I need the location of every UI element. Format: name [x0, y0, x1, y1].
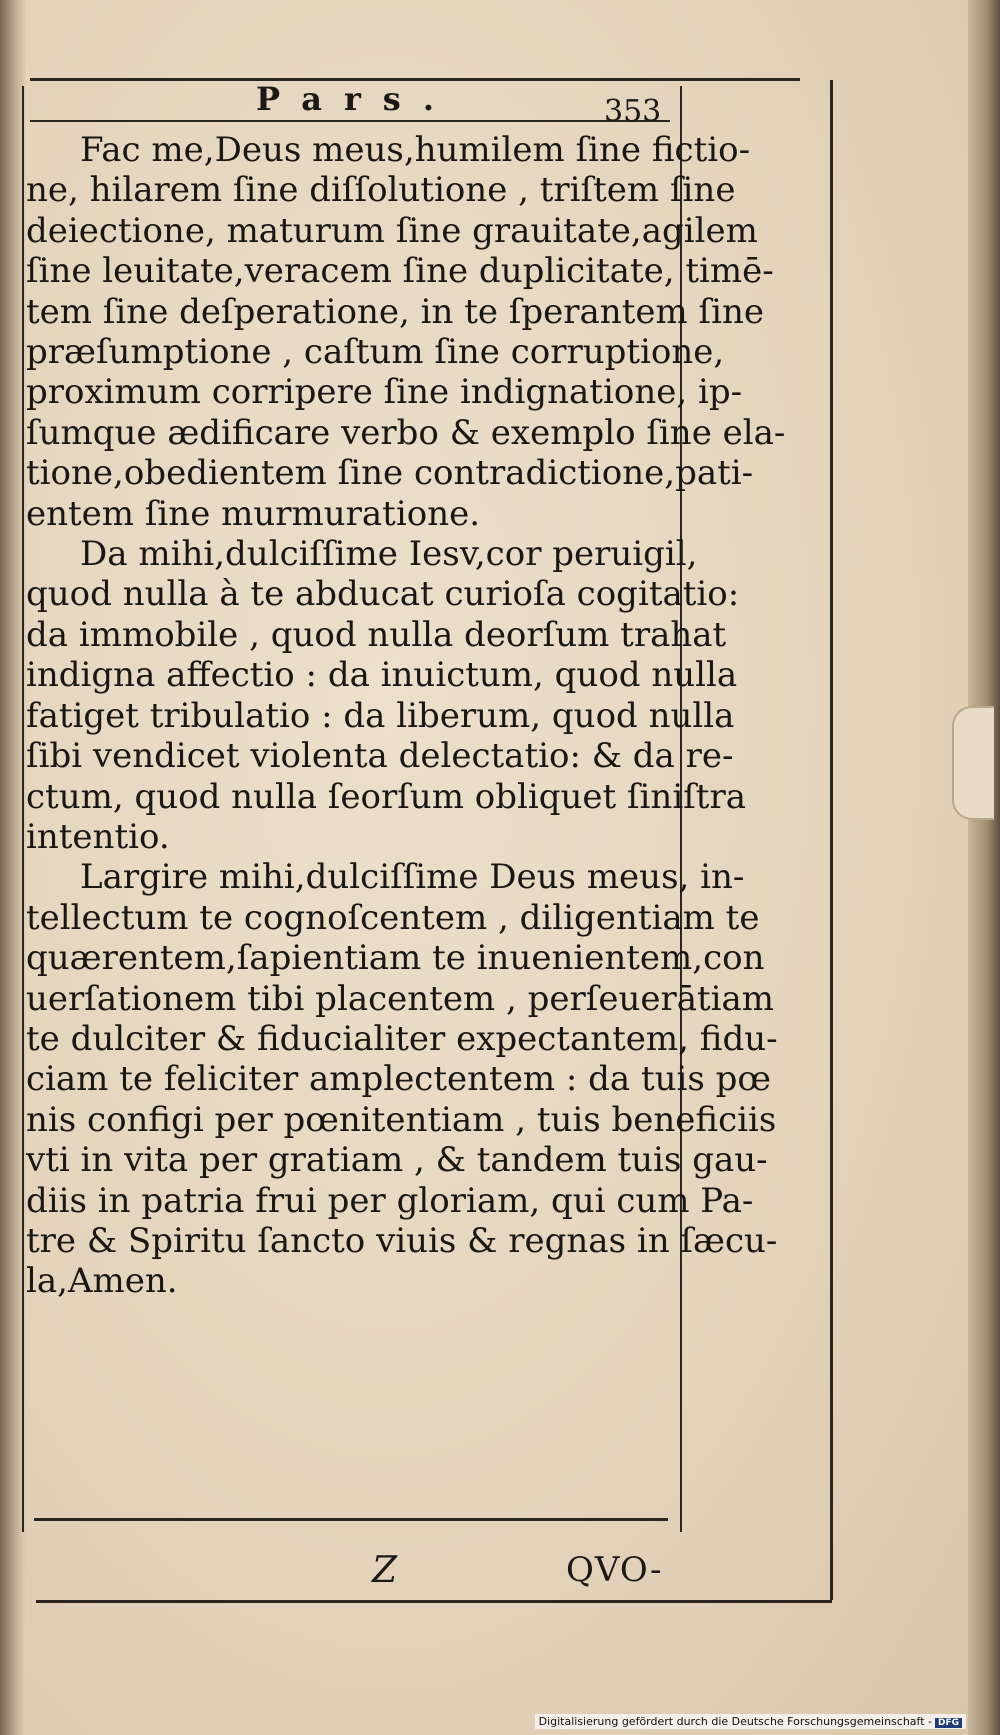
text-line: præſumptione , caſtum ſine corruptione,	[26, 332, 725, 373]
text-line: nis configi per pœnitentiam , tuis beneficiis	[26, 1099, 777, 1140]
text-line: ſibi vendicet violenta delectatio: & da re-	[26, 736, 734, 777]
header-rule	[30, 120, 670, 122]
text-line: diis in patria frui per gloriam, qui cum Pa-	[26, 1180, 754, 1221]
credit-text: Digitalisierung gefördert durch die Deutsche Forschungsgemeinschaft -	[538, 1715, 932, 1728]
text-line: deiectione, maturum ſine grauitate,agilem	[26, 210, 758, 251]
text-line: ſine leuitate,veracem ſine duplicitate, timē-	[26, 251, 774, 292]
running-head: Pars.	[256, 80, 456, 118]
page-number: 353	[604, 94, 662, 129]
bottom-rule	[34, 1518, 668, 1521]
paragraph-2	[26, 534, 746, 857]
catchword: QVO-	[566, 1550, 663, 1590]
text-line: tre & Spiritu ſancto viuis & regnas in ſæcu-	[26, 1220, 778, 1261]
text-line: quod nulla à te abducat curioſa cogitatio:	[26, 574, 740, 615]
text-line: ctum, quod nulla ſeorſum obliquet ſiniſtra	[26, 776, 746, 817]
text-line: tione,obedientem ſine contradictione,pati-	[26, 453, 754, 494]
digitization-credit	[535, 1714, 966, 1729]
signature-mark: Z	[372, 1550, 398, 1591]
text-line: intentio.	[26, 816, 170, 857]
text-line: uerſationem tibi placentem , perſeuerātiam	[26, 978, 775, 1019]
text-line: tellectum te cognoſcentem , diligentiam te	[26, 897, 760, 938]
text-line: da immobile , quod nulla deorſum trahat	[26, 614, 727, 655]
footer-rule	[36, 1600, 832, 1603]
text-line: ne, hilarem ſine diſſolutione , triſtem ſine	[26, 170, 736, 211]
paragraph-3	[26, 857, 778, 1302]
text-line: ſumque ædificare verbo & exemplo ſine ela-	[26, 412, 786, 453]
text-line: ciam te feliciter amplectentem : da tuis pœ	[26, 1059, 772, 1100]
text-line: Largire mihi,dulciſſime Deus meus, in-	[80, 857, 745, 898]
text-line: entem ſine murmuratione.	[26, 493, 481, 534]
text-line: indigna affectio : da inuictum, quod nulla	[26, 655, 738, 696]
dfg-logo: DFG	[935, 1718, 962, 1728]
text-line: la,Amen.	[26, 1261, 178, 1302]
text-line: Fac me,Deus meus,humilem ſine fictio-	[80, 130, 751, 170]
text-line: quærentem,ſapientiam te inuenientem,con	[26, 938, 765, 979]
text-line: proximum corripere ſine indignatione, ip-	[26, 372, 743, 413]
page-tab-marker	[952, 706, 994, 820]
text-line: te dulciter & fiducialiter expectantem, fidu-	[26, 1018, 778, 1059]
text-line: vti in vita per gratiam , & tandem tuis gau-	[26, 1140, 768, 1181]
text-line: tem ſine deſperatione, in te ſperantem ſine	[26, 291, 765, 332]
text-line: Da mihi,dulciſſime Iesv,cor peruigil,	[80, 534, 698, 575]
body-text	[26, 130, 786, 1302]
text-line: fatiget tribulatio : da liberum, quod nulla	[26, 695, 735, 736]
page-edge	[968, 0, 1000, 1735]
paragraph-1	[26, 130, 786, 534]
